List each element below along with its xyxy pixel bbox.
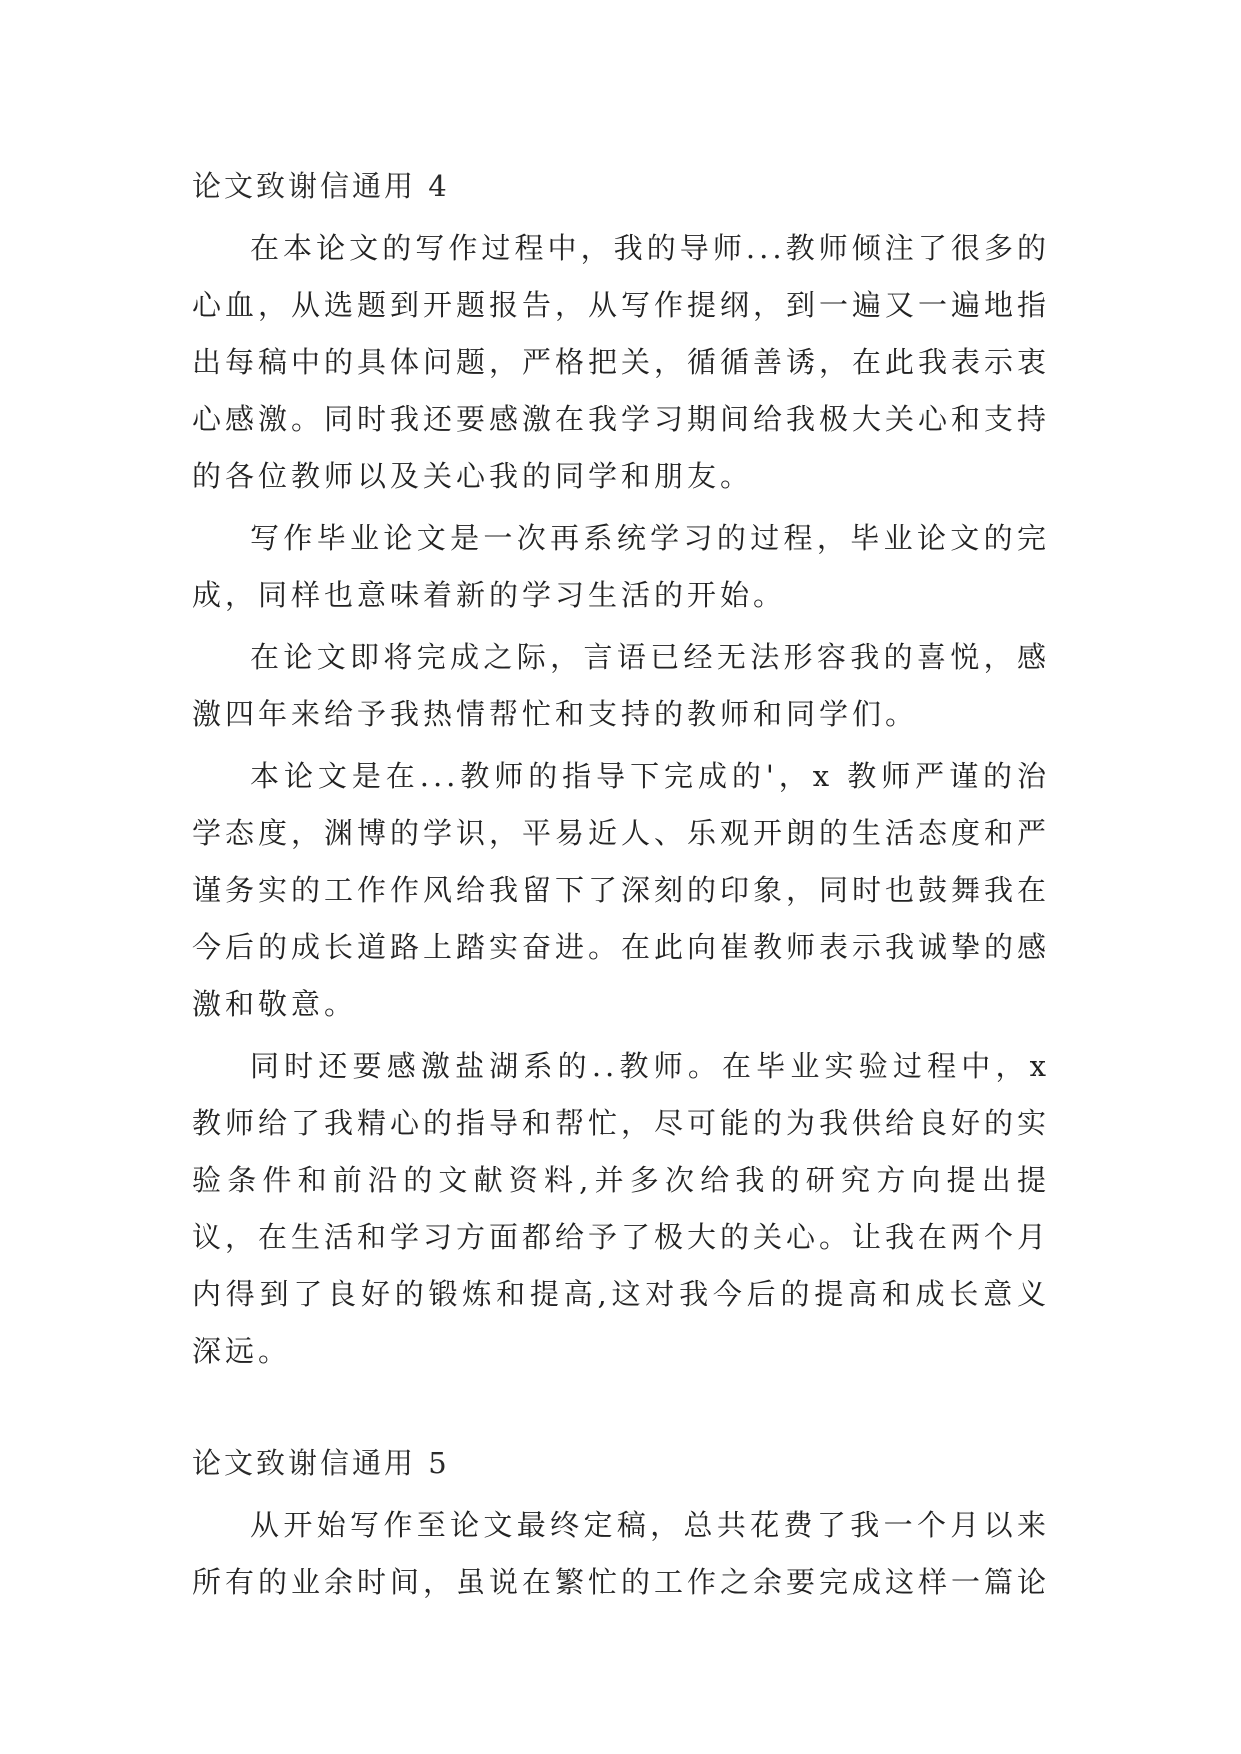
paragraph: 同时还要感激盐湖系的..教师。在毕业实验过程中，x 教师给了我精心的指导和帮忙，尽可能的为我供给良好的实验条件和前沿的文献资料,并多次给我的研究方向提出提议，在生活和学习方面都给予了极大的关心。让我在两个月内得到了良好的锻炼和提高,这对我今后的提高和成长意义深远。 (192, 1049, 1051, 1368)
paragraph: 从开始写作至论文最终定稿，总共花费了我一个月以来所有的业余时间，虽说在繁忙的工作之余要完成这样一篇论 (192, 1508, 1051, 1599)
section-5 (192, 1435, 1050, 1611)
paragraph: 本论文是在...教师的指导下完成的'，x 教师严谨的治学态度，渊博的学识，平易近人、乐观开朗的生活态度和严谨务实的工作作风给我留下了深刻的印象，同时也鼓舞我在今后的成长道路上踏实奋进。在此向崔教师表示我诚挚的感激和敬意。 (192, 759, 1051, 1021)
paragraph: 写作毕业论文是一次再系统学习的过程，毕业论文的完成，同样也意味着新的学习生活的开始。 (192, 521, 1050, 612)
section-spacer (192, 1380, 1050, 1435)
section-4 (192, 158, 1050, 1380)
section-heading: 论文致谢信通用 4 (192, 169, 450, 203)
paragraph: 在论文即将完成之际，言语已经无法形容我的喜悦，感激四年来给予我热情帮忙和支持的教师和同学们。 (192, 640, 1050, 731)
paragraph: 在本论文的写作过程中，我的导师...教师倾注了很多的心血，从选题到开题报告，从写作提纲，到一遍又一遍地指出每稿中的具体问题，严格把关，循循善诱，在此我表示衷心感激。同时我还要感激在我学习期间给我极大关心和支持的各位教师以及关心我的同学和朋友。 (192, 231, 1051, 493)
document-body (192, 158, 1050, 1611)
section-heading: 论文致谢信通用 5 (192, 1446, 450, 1480)
